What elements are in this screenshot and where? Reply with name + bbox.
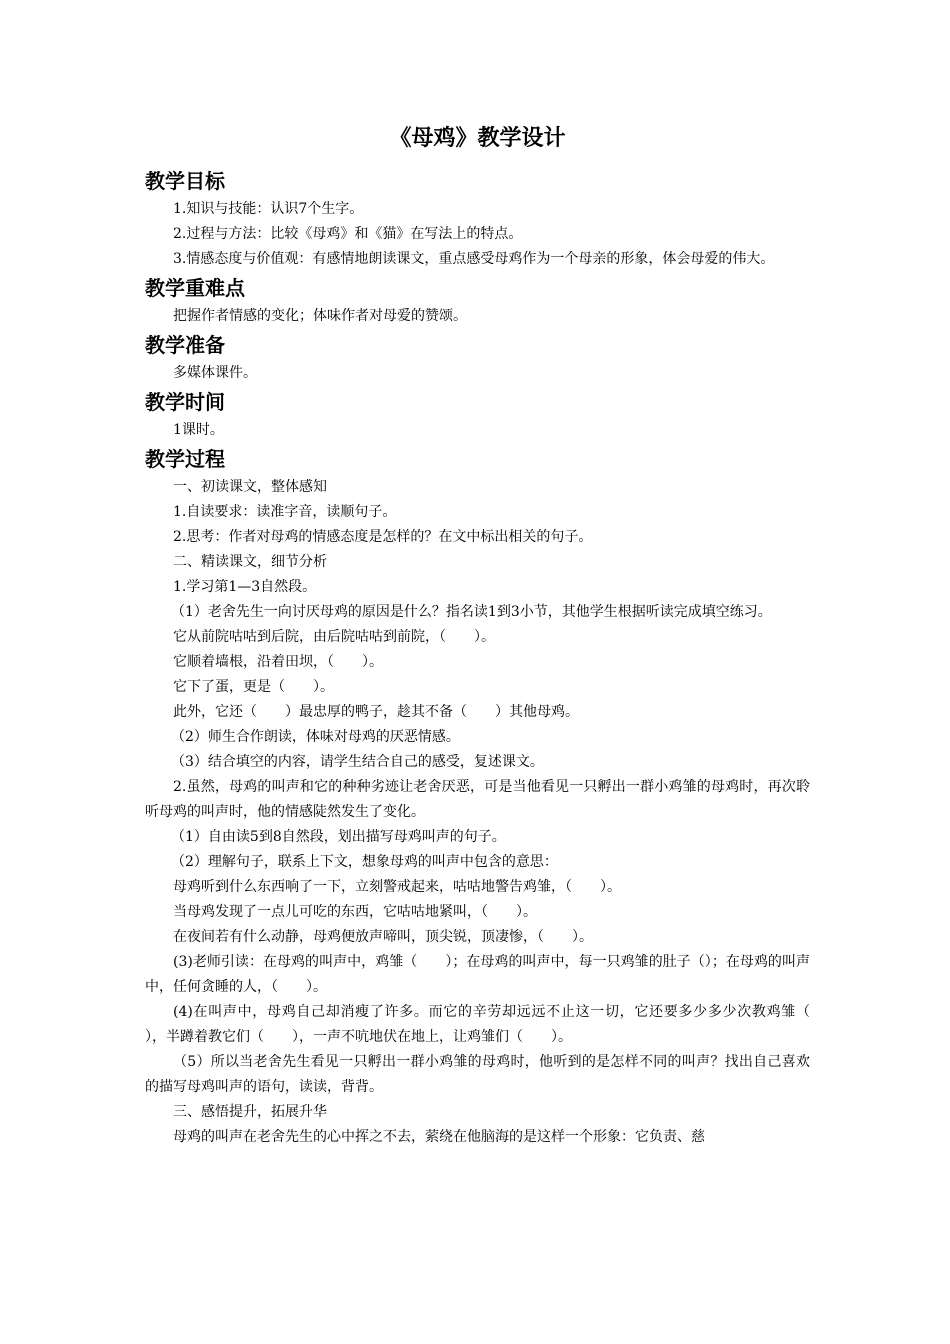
paragraph: 3.情感态度与价值观：有感情地朗读课文，重点感受母鸡作为一个母亲的形象，体会母爱的伟大。 <box>173 251 775 267</box>
fill-in-blank-line: 它从前院咕咕到后院，由后院咕咕到前院，（ ）。 <box>173 629 495 645</box>
paragraph: 三、感悟提升，拓展升华 <box>173 1104 327 1120</box>
fill-in-blank-line: (3)老师引读：在母鸡的叫声中，鸡雏（ ）；在母鸡的叫声中，每一只鸡雏的肚子（）；在母鸡的叫声中，任何贪睡的人，（ ）。 <box>145 954 810 995</box>
section-heading: 教学重难点 <box>145 276 245 300</box>
document-title: 《母鸡》教学设计 <box>389 125 566 151</box>
paragraph: （1）自由读5到8自然段，划出描写母鸡叫声的句子。 <box>171 829 506 845</box>
paragraph: 二、精读课文，细节分析 <box>173 554 327 570</box>
paragraph: （2）师生合作朗读，体味对母鸡的厌恶情感。 <box>171 729 460 745</box>
document-page <box>145 118 838 1150</box>
section-heading: 教学准备 <box>145 333 225 357</box>
section-preparation <box>145 329 810 386</box>
paragraph: 一、初读课文，整体感知 <box>173 479 327 495</box>
paragraph: 1.自读要求：读准字音，读顺句子。 <box>173 504 397 520</box>
section-heading: 教学时间 <box>145 390 225 414</box>
title-spacer <box>145 158 810 165</box>
paragraph: 多媒体课件。 <box>173 365 257 381</box>
section-process <box>145 443 838 1150</box>
paragraph: 2.过程与方法：比较《母鸡》和《猫》在写法上的特点。 <box>173 226 523 242</box>
paragraph: 2.思考：作者对母鸡的情感态度是怎样的？在文中标出相关的句子。 <box>173 529 593 545</box>
paragraph: （1）老舍先生一向讨厌母鸡的原因是什么？指名读1到3小节，其他学生根据听读完成填空练习。 <box>171 604 772 620</box>
paragraph: 2.虽然，母鸡的叫声和它的种种劣迹让老舍厌恶，可是当他看见一只孵出一群小鸡雏的母鸡时，再次聆听母鸡的叫声时，他的情感陡然发生了变化。 <box>145 779 810 820</box>
paragraph: （3）结合填空的内容，请学生结合自己的感受，复述课文。 <box>171 754 544 770</box>
fill-in-blank-line: (4)在叫声中，母鸡自己却消瘦了许多。而它的辛劳却远远不止这一切，它还要多少多少次教鸡雏（ ），半蹲着教它们（ ），一声不吭地伏在地上，让鸡雏们（ ）。 <box>145 1004 838 1045</box>
section-objectives <box>145 165 810 272</box>
paragraph: （2）理解句子，联系上下文，想象母鸡的叫声中包含的意思： <box>171 854 558 870</box>
paragraph: 1.学习第1—3自然段。 <box>173 579 317 595</box>
paragraph: 1课时。 <box>173 422 224 438</box>
section-heading: 教学目标 <box>145 169 225 193</box>
paragraph: 母鸡的叫声在老舍先生的心中挥之不去，萦绕在他脑海的是这样一个形象：它负责、慈 <box>173 1129 705 1145</box>
fill-in-blank-line: 此外，它还（ ）最忠厚的鸭子，趁其不备（ ）其他母鸡。 <box>173 704 579 720</box>
paragraph: （5）所以当老舍先生看见一只孵出一群小鸡雏的母鸡时，他听到的是怎样不同的叫声？找出自己喜欢的描写母鸡叫声的语句，读读，背背。 <box>145 1054 810 1095</box>
fill-in-blank-line: 它下了蛋，更是（ ）。 <box>173 679 334 695</box>
section-time <box>145 386 810 443</box>
paragraph: 1.知识与技能：认识7个生字。 <box>173 201 364 217</box>
paragraph: 把握作者情感的变化；体味作者对母爱的赞颂。 <box>173 308 467 324</box>
fill-in-blank-line: 母鸡听到什么东西响了一下，立刻警戒起来，咕咕地警告鸡雏，（ ）。 <box>173 879 621 895</box>
fill-in-blank-line: 在夜间若有什么动静，母鸡便放声啼叫，顶尖锐，顶凄惨，（ ）。 <box>173 929 593 945</box>
section-key-points <box>145 272 810 329</box>
fill-in-blank-line: 当母鸡发现了一点儿可吃的东西，它咕咕地紧叫，（ ）。 <box>173 904 537 920</box>
fill-in-blank-line: 它顺着墙根，沿着田坝，（ ）。 <box>173 654 383 670</box>
section-heading: 教学过程 <box>145 447 225 471</box>
